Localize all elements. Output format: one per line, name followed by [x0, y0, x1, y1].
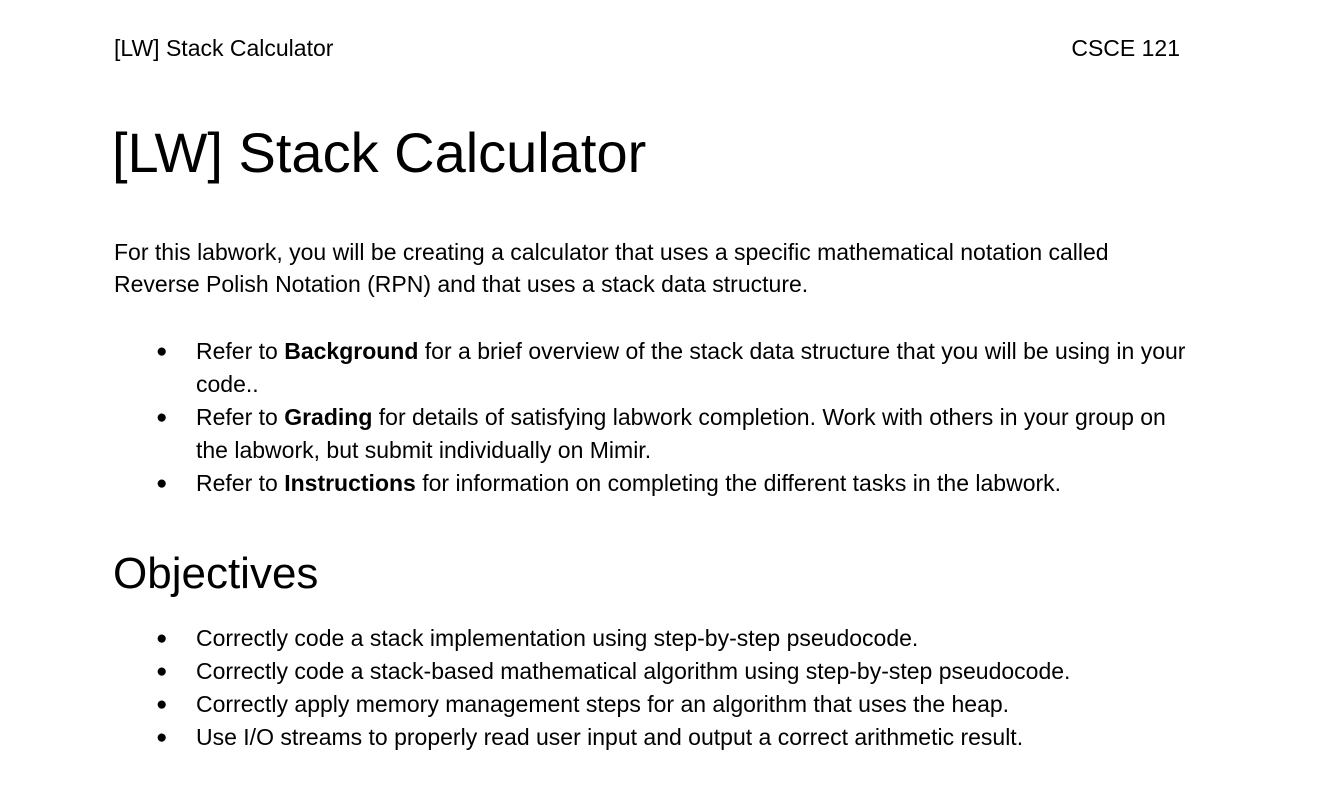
page-title: [LW] Stack Calculator [112, 121, 647, 184]
bullet-icon: ● [156, 341, 168, 362]
bullet-icon: ● [156, 628, 168, 649]
bullet-icon: ● [156, 407, 168, 428]
list-item: ● Use I/O streams to properly read user input and output a correct arithmetic result. [150, 721, 1190, 754]
list-item: ● Refer to Instructions for information on completing the different tasks in the labwork. [150, 467, 1190, 500]
page-header-right: CSCE 121 [1071, 35, 1180, 61]
bullet-icon: ● [156, 694, 168, 715]
bullet-icon: ● [156, 727, 168, 748]
objectives-list [150, 622, 1190, 754]
objectives-heading: Objectives [113, 549, 319, 598]
list-item: ● Refer to Background for a brief overview of the stack data structure that you will be using in your code.. [150, 335, 1190, 401]
reference-list [150, 335, 1190, 500]
section-link-background: Background [284, 338, 419, 364]
list-item: ● Refer to Grading for details of satisfying labwork completion. Work with others in your group on the labwork, but submit individually on Mimir. [150, 401, 1190, 467]
bullet-icon: ● [156, 661, 168, 682]
section-link-grading: Grading [284, 404, 373, 430]
list-item: ● Correctly code a stack implementation using step-by-step pseudocode. [150, 622, 1190, 655]
intro-paragraph: For this labwork, you will be creating a calculator that uses a specific mathematical notation called Reverse Polish Notation (RPN) and that uses a stack data structure. [114, 239, 1109, 297]
page-header-left: [LW] Stack Calculator [114, 35, 334, 61]
list-item: ● Correctly code a stack-based mathematical algorithm using step-by-step pseudocode. [150, 655, 1190, 688]
list-item: ● Correctly apply memory management steps for an algorithm that uses the heap. [150, 688, 1190, 721]
bullet-icon: ● [156, 473, 168, 494]
section-link-instructions: Instructions [284, 470, 416, 496]
